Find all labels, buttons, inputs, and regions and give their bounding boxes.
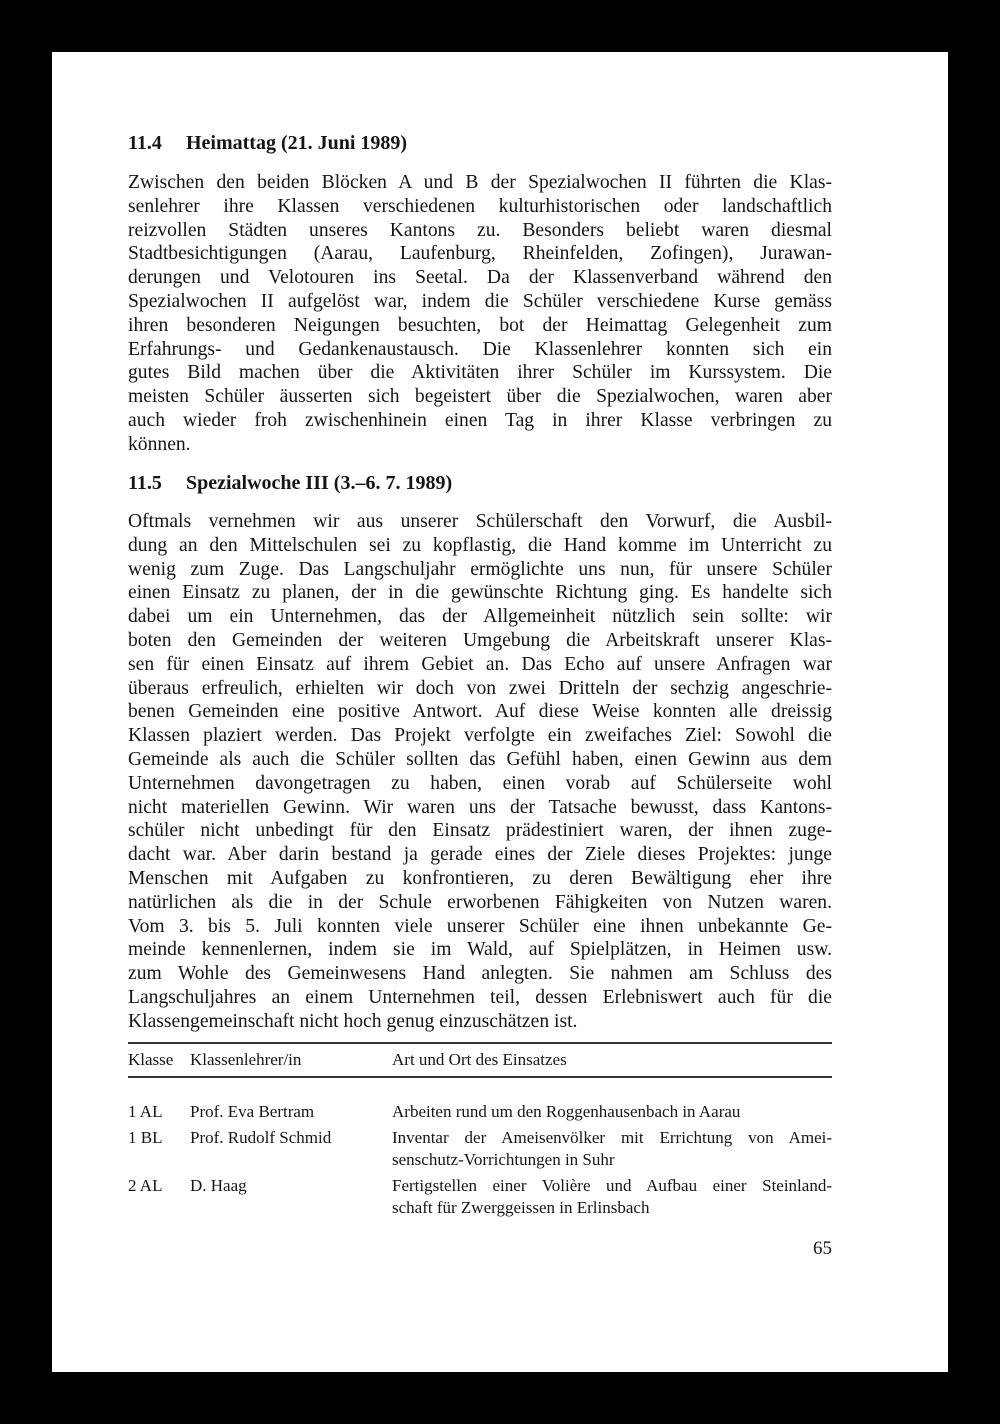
section-number: 11.4 <box>128 132 162 154</box>
table-header <box>128 1049 832 1071</box>
text-line: derungen und Velotouren ins Seetal. Da der Klassenverband während den <box>128 267 832 289</box>
text-line: Menschen mit Aufgaben zu konfrontieren, zu deren Bewältigung eher ihre <box>128 867 832 889</box>
text-line: Klassen plaziert werden. Das Projekt verfolgte ein zweifaches Ziel: Sowohl die <box>128 725 832 747</box>
text-line: Zwischen den beiden Blöcken A und B der Spezialwochen II führten die Klas- <box>128 172 832 193</box>
cell-klasse: 2 AL <box>128 1176 163 1195</box>
cell-einsatz-line: Inventar der Ameisenvölker mit Errichtung von Amei- <box>392 1128 832 1147</box>
section-number: 11.5 <box>128 472 162 494</box>
text-line: gutes Bild machen über die Aktivitäten ihrer Schüler im Kurssystem. Die <box>128 362 832 384</box>
cell-einsatz-line: Arbeiten rund um den Roggenhausenbach in Aarau <box>392 1102 741 1121</box>
text-line: senlehrer ihre Klassen verschiedenen kulturhistorischen oder landschaftlich <box>128 195 832 217</box>
text-line: überaus erfreulich, erhielten wir doch von zwei Dritteln der sechzig angeschrie- <box>128 677 832 699</box>
cell-klasse: 1 AL <box>128 1102 163 1121</box>
page-number: 65 <box>813 1238 832 1259</box>
text-line: dung an den Mittelschulen sei zu kopflastig, die Hand komme im Unterricht zu <box>128 534 832 556</box>
header-lehrer: Klassenlehrer/in <box>190 1050 302 1069</box>
document-page <box>52 52 948 1372</box>
cell-einsatz <box>392 1127 832 1171</box>
section-title: Spezialwoche III (3.–6. 7. 1989) <box>186 472 453 494</box>
cell-einsatz <box>392 1175 832 1219</box>
table-header-rule <box>128 1076 832 1078</box>
text-line: Spezialwochen II aufgelöst war, indem die Schüler verschiedene Kurse gemäss <box>128 290 832 312</box>
text-line: boten den Gemeinden der weiteren Umgebung die Arbeitskraft unserer Klas- <box>128 629 832 651</box>
section-heading-11-4 <box>128 132 407 155</box>
text-line: meinde kennenlernen, indem sie im Wald, auf Spielplätzen, in Heimen usw. <box>128 939 832 961</box>
text-line: können. <box>128 433 191 455</box>
text-line: sen für einen Einsatz auf ihrem Gebiet an. Das Echo auf unsere Anfragen war <box>128 653 832 675</box>
cell-einsatz-line: schaft für Zwerggeissen in Erlinsbach <box>392 1198 650 1217</box>
text-line: dabei um ein Unternehmen, das der Allgemeinheit nützlich sein sollte: wir <box>128 606 832 628</box>
header-einsatz: Art und Ort des Einsatzes <box>392 1050 567 1069</box>
cell-einsatz-line: Fertigstellen einer Volière und Aufbau einer Steinland- <box>392 1176 832 1195</box>
cell-lehrer: Prof. Rudolf Schmid <box>190 1128 332 1147</box>
paragraph-heimattag <box>128 171 832 457</box>
text-line: schüler nicht unbedingt für den Einsatz prädestiniert waren, der ihnen zuge- <box>128 820 832 842</box>
text-line: natürlichen als die in der Schule erworbenen Fähigkeiten von Nutzen waren. <box>128 891 832 913</box>
text-line: auch wieder froh zwischenhinein einen Tag in ihrer Klasse verbringen zu <box>128 409 832 431</box>
text-line: dacht war. Aber darin bestand ja gerade eines der Ziele dieses Projektes: junge <box>128 844 832 866</box>
text-line: zum Wohle des Gemeinwesens Hand anlegten. Sie nahmen am Schluss des <box>128 963 832 985</box>
text-line: meisten Schüler äusserten sich begeistert über die Spezialwochen, waren aber <box>128 386 832 408</box>
text-line: Erfahrungs- und Gedankenaustausch. Die Klassenlehrer konnten sich ein <box>128 338 832 360</box>
text-line: ihren besonderen Neigungen besuchten, bot der Heimattag Gelegenheit zum <box>128 314 832 336</box>
paragraph-spezialwoche <box>128 510 832 1034</box>
table-top-rule <box>128 1042 832 1044</box>
text-line: Oftmals vernehmen wir aus unserer Schülerschaft den Vorwurf, die Ausbil- <box>128 511 832 532</box>
cell-einsatz <box>392 1101 832 1123</box>
section-heading-11-5 <box>128 472 452 495</box>
text-line: wenig zum Zuge. Das Langschuljahr ermöglichte uns nun, für unsere Schüler <box>128 558 832 580</box>
text-line: reizvollen Städten unseres Kantons zu. Besonders beliebt waren diesmal <box>128 219 832 241</box>
text-line: Stadtbesichtigungen (Aarau, Laufenburg, Rheinfelden, Zofingen), Jurawan- <box>128 243 832 265</box>
text-line: Vom 3. bis 5. Juli konnten viele unserer Schüler eine ihnen unbekannte Ge- <box>128 915 832 937</box>
cell-lehrer: D. Haag <box>190 1176 247 1195</box>
text-line: Klassengemeinschaft nicht hoch genug einzuschätzen ist. <box>128 1010 578 1032</box>
text-line: einen Einsatz zu planen, der in die gewünschte Richtung ging. Es handelte sich <box>128 582 832 604</box>
section-title: Heimattag (21. Juni 1989) <box>186 132 408 154</box>
cell-einsatz-line: senschutz-Vorrichtungen in Suhr <box>392 1150 615 1169</box>
cell-klasse: 1 BL <box>128 1128 163 1147</box>
cell-lehrer: Prof. Eva Bertram <box>190 1102 315 1121</box>
header-klasse: Klasse <box>128 1050 174 1069</box>
text-line: Gemeinde als auch die Schüler sollten das Gefühl haben, einen Gewinn aus dem <box>128 748 832 770</box>
text-line: Unternehmen davongetragen zu haben, einen vorab auf Schülerseite wohl <box>128 772 832 794</box>
text-line: Langschuljahres an einem Unternehmen teil, dessen Erlebniswert auch für die <box>128 986 832 1008</box>
text-line: benen Gemeinden eine positive Antwort. Auf diese Weise konnten alle dreissig <box>128 701 832 723</box>
text-line: nicht materiellen Gewinn. Wir waren uns der Tatsache bewusst, dass Kantons- <box>128 796 832 818</box>
